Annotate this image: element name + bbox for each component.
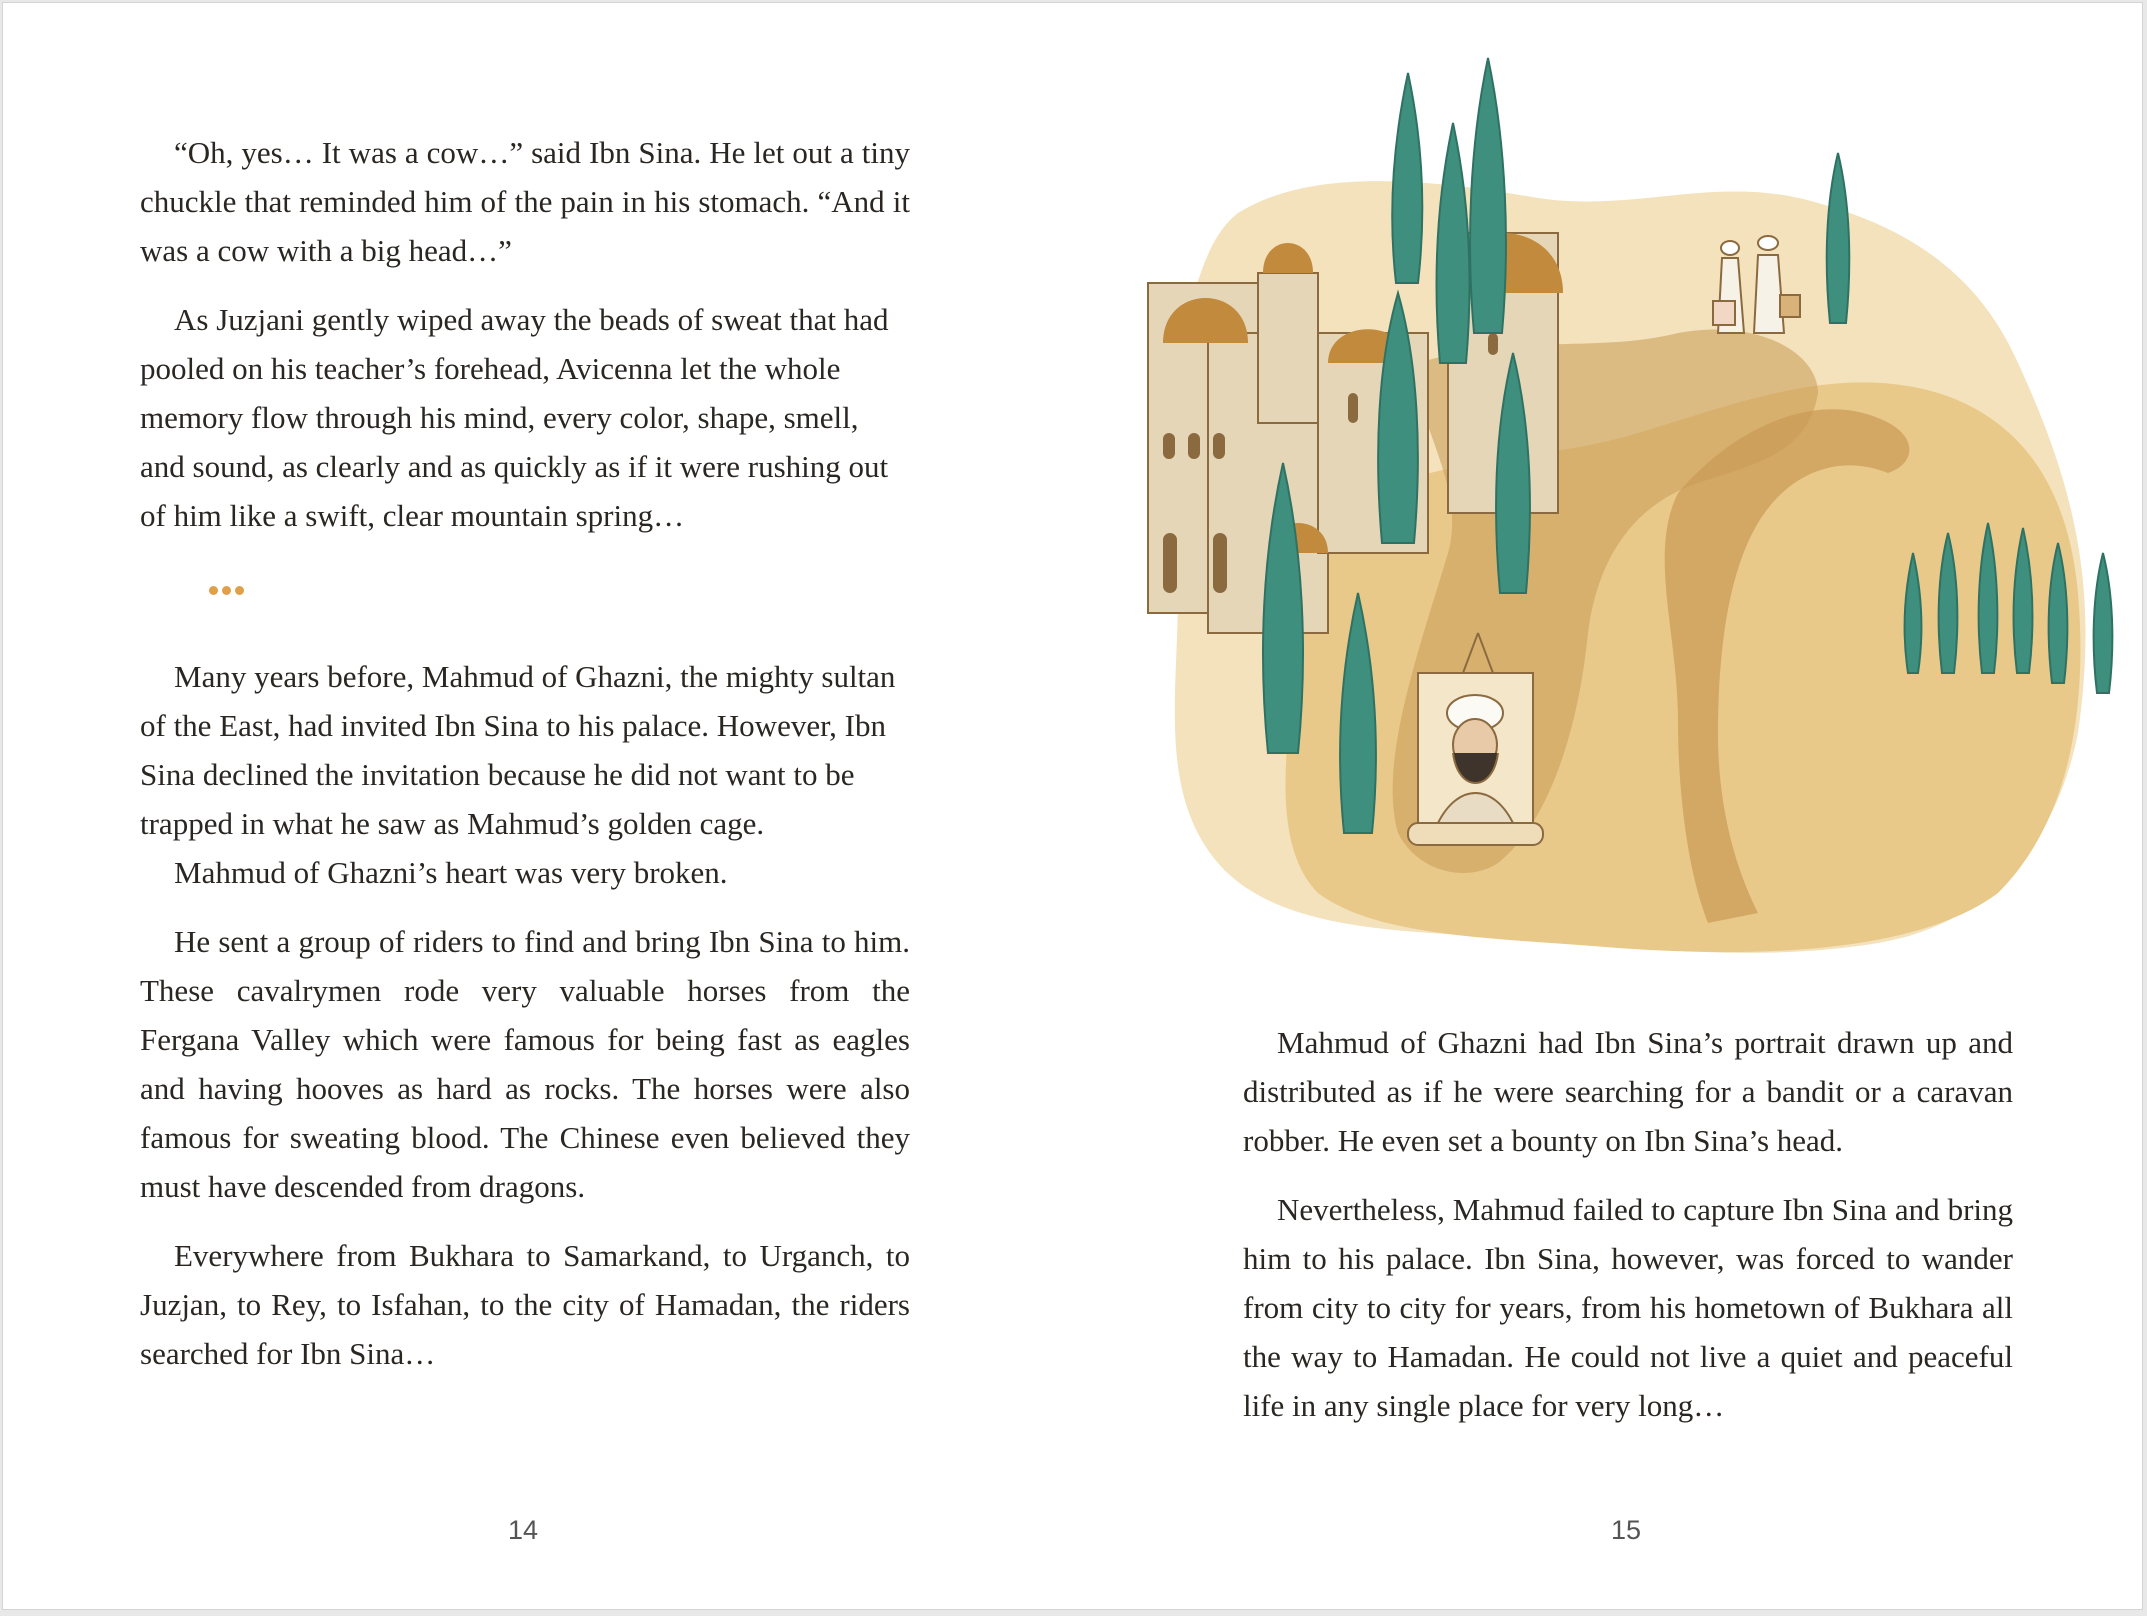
right-page-text <box>1243 1018 2013 1450</box>
paragraph: Nevertheless, Mahmud failed to capture Ibn Sina and bring him to his palace. Ibn Sina, however, was forced to wander from city to city for years, from his hometown of Bukhara all the way to Hamadan. He could not live a quiet and peaceful life in any single place for very long… <box>1243 1192 2013 1423</box>
paragraph: Many years before, Mahmud of Ghazni, the mighty sultan of the East, had invited Ibn Sina to his palace. However, Ibn Sina declined the invitation because he did not want to be trapped in what he saw as Mahmud’s golden cage. <box>140 659 896 841</box>
cypress-tree <box>1436 123 1469 363</box>
page-number: 15 <box>1611 1515 1642 1545</box>
window <box>1488 333 1498 355</box>
paragraph: Everywhere from Bukhara to Samarkand, to Urganch, to Juzjan, to Rey, to Isfahan, to the city of Hamadan, the riders searched for Ibn Sina… <box>140 1238 910 1371</box>
paragraph: Mahmud of Ghazni’s heart was very broken. <box>174 855 728 890</box>
section-break-ornament <box>209 586 910 596</box>
right-page <box>1073 3 2144 1609</box>
window <box>1188 433 1200 459</box>
cypress-tree <box>1827 153 1850 323</box>
cypress-tree <box>1470 58 1506 333</box>
left-page <box>3 3 1073 1609</box>
ornament-dot <box>235 586 244 595</box>
illustration <box>1118 33 2118 973</box>
window <box>1163 433 1175 459</box>
paragraph: “Oh, yes… It was a cow…” said Ibn Sina. He let out a tiny chuckle that reminded him of the pain in his stomach. “And it was a cow with a big head…” <box>140 135 910 268</box>
book-spread <box>2 2 2143 1610</box>
page-number: 14 <box>508 1515 539 1545</box>
ornament-dot <box>222 586 231 595</box>
window <box>1348 393 1358 423</box>
paragraph: He sent a group of riders to find and bring Ibn Sina to him. These cavalrymen rode very valuable horses from the Fergana Valley which were famous for being fast as eagles and having hooves as hard as rocks. The horses were also famous for sweating blood. The Chinese even believed they must have descended from dragons. <box>140 924 910 1204</box>
left-page-text <box>140 128 910 1398</box>
cypress-tree <box>2094 553 2113 693</box>
building <box>1258 273 1318 423</box>
window <box>1163 533 1177 593</box>
paragraph: As Juzjani gently wiped away the beads of sweat that had pooled on his teacher’s forehead, Avicenna let the whole memory flow through his mind, every color, shape, smell, and sound, as clearly and as quickly as if it were rushing out of him like a swift, clear mountain spring… <box>140 302 889 533</box>
window <box>1213 433 1225 459</box>
paragraph: Mahmud of Ghazni had Ibn Sina’s portrait drawn up and distributed as if he were searching for a bandit or a caravan robber. He even set a bounty on Ibn Sina’s head. <box>1243 1025 2013 1158</box>
window <box>1213 533 1227 593</box>
ornament-dot <box>209 586 218 595</box>
cypress-tree <box>1392 73 1422 283</box>
